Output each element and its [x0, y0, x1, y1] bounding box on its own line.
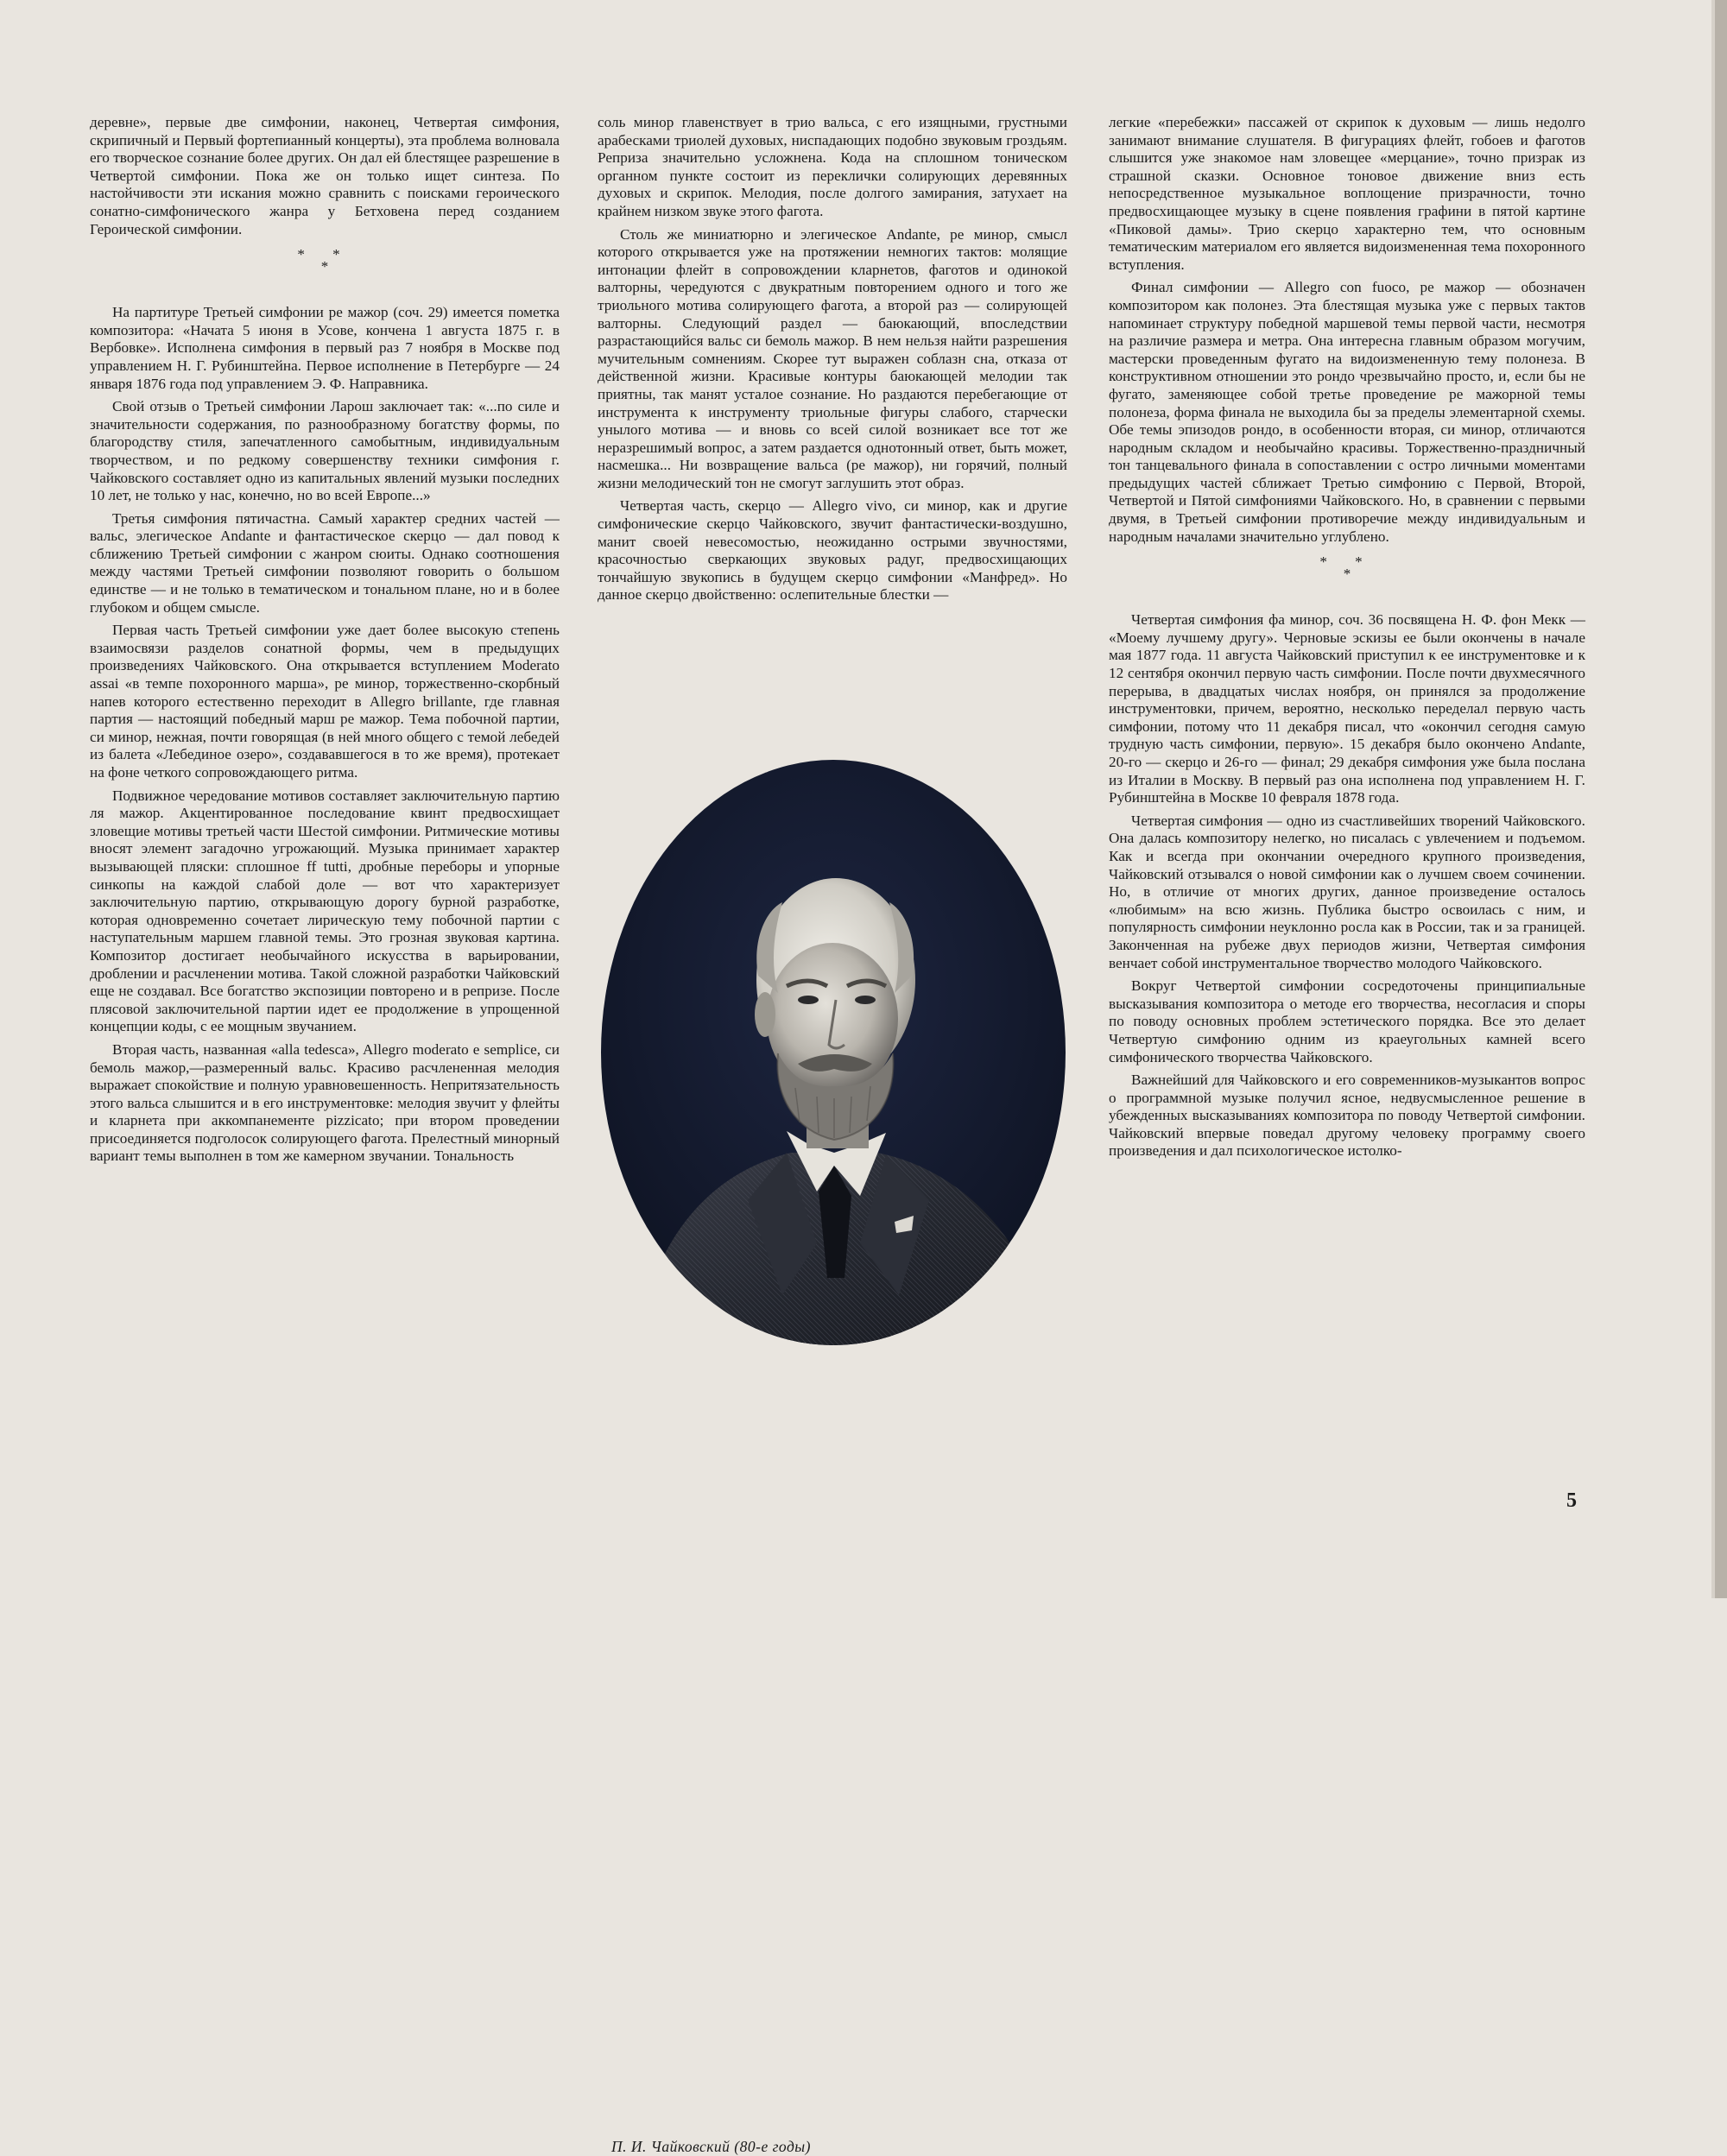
page-number: 5	[1566, 1489, 1577, 1512]
separator-stars-bottom: *	[1343, 566, 1351, 583]
paragraph: Третья симфония пятичастна. Самый характер средних частей — вальс, элегическое Andante и фантастическое скерцо — дал повод к сближению Третьей симфонии с жанром сюиты. Однако соотношения между частями Третьей симфонии позволяют говорить о большом единстве — и не только в тематическом и тональном плане, но и в более глубоком и общем смысле.	[90, 509, 560, 616]
text-column-right	[1109, 114, 1585, 1166]
paragraph: Важнейший для Чайковского и его современников-музыкантов вопрос о программной музыке получил ясное, недвусмысленное решение в убежденных высказываниях композитора по поводу Четвертой симфонии. Чайковский впервые поведал другому человеку программу своего произведения и дал психологическое истолко-	[1109, 1072, 1585, 1160]
paragraph: Вокруг Четвертой симфонии сосредоточены принципиальные высказывания композитора о методе его творчества, несогласия и споры по поводу основных проблем эстетического порядка. Все это делает Четвертую симфонию одним из краеугольных камней всего симфонического творчества Чайковского.	[1109, 977, 1585, 1065]
text-column-middle	[598, 114, 1067, 610]
paragraph: деревне», первые две симфонии, наконец, Четвертая симфония, скрипичный и Первый фортепианный концерты), эта проблема волновала его творческое сознание более других. Он дал ей блестящее разрешение в Четвертой симфонии. Пока же он только ищет синтеза. По настойчивости эти искания можно сравнить с поисками героического сонатно-симфонического жанра у Бетховена перед созданием Героической симфонии.	[90, 114, 560, 237]
paragraph: Четвертая симфония фа минор, соч. 36 посвящена Н. Ф. фон Мекк — «Моему лучшему другу». Черновые эскизы ее были окончены в начале мая 1877 года. 11 августа Чайковский приступил к ее инструментовке и к 12 сентября окончил первую часть симфонии. После почти двухмесячного перерыва, в двадцатых числах ноября, он принялся за продолжение инструментовки, причем, вероятно, несколько переделал первую часть симфонии, потому что 11 декабря писал, что «окончил сегодня самую трудную часть симфонии, первую». 15 декабря было окончено Andante, 20-го — скерцо и 26-го — финал; 29 декабря симфония уже была послана из Италии в Москву. В первый раз она исполнена под управлением Н. Г. Рубинштейна в Москве 10 февраля 1878 года.	[1109, 611, 1585, 806]
paragraph: На партитуре Третьей симфонии ре мажор (соч. 29) имеется пометка композитора: «Начата 5 июня в Усове, кончена 1 августа 1875 г. в Вербовке». Исполнена симфония в первый раз 7 ноября в Москве под управлением Н. Г. Рубинштейна. Первое исполнение в Петербурге — 24 января 1876 года под управлением Э. Ф. Направника.	[90, 304, 560, 392]
paragraph: Вторая часть, названная «alla tedesca», Allegro moderato e semplice, си бемоль мажор,—размеренный вальс. Красиво расчлененная мелодия выражает спокойствие и полную уравновешенность. Непритязательность этого вальса слышится и в его инструментовке: мелодия звучит у флейты и кларнета при аккомпанементе pizzicato; при втором проведении присоединяется подголосок солирующего фагота. Прелестный минорный вариант темы выполнен в том же камерном звучании. Тональность	[90, 1040, 560, 1165]
separator-stars-bottom: *	[320, 258, 329, 275]
paragraph: Подвижное чередование мотивов составляет заключительную партию ля мажор. Акцентированное последование квинт предвосхищает зловещие мотивы третьей части Шестой симфонии. Ритмические мотивы вносят элемент загадочно угрожающий. Музыка принимает характер вызывающей пляски: сплошное ff tutti, дробные переборы и упорные синкопы на каждой слабой доле — вот что характеризует заключительную партию, открывающую дорогу бурной разработке, которая одновременно сочетает лирическую тему побочной партии с наступательным маршем главной темы. Это грозная звуковая картина. Композитор достигает необычайного искусства в варьировании, дроблении и расчленении мотива. Такой сложной разработки Чайковский еще не создавал. Все богатство экспозиции повторено и в репризе. После плясовой заключительной партии идет ее продолжение в упрощенной концепции коды, с ее мощным звучанием.	[90, 787, 560, 1035]
paragraph: легкие «перебежки» пассажей от скрипок к духовым — лишь недолго занимают внимание слушателя. В фигурациях флейт, гобоев и фаготов слышится уже знакомое нам зловещее «мерцание», точно призрак из страшной сказки. Основное тоновое движение вниз есть непосредственное музыкальное воплощение призрачности, точно предвосхищающее музыку в сцене появления графини в пятой картине «Пиковой дамы». Трио скерцо характерно тем, что основным тематическим материалом его является видоизмененная тема похоронного вступления.	[1109, 114, 1585, 273]
portrait-photo	[601, 760, 1066, 1345]
portrait-figure	[598, 760, 1067, 2155]
paragraph: соль минор главенствует в трио вальса, с его изящными, грустными арабесками триолей духовых, ниспадающих подобно звуковым гроздьям. Реприза значительно усложнена. Кода на сплошном тоническом органном пункте состоит из переклички солирующих деревянных духовых и скрипок. Мелодия, после долгого замирания, затухает на крайнем низком звуке этого фагота.	[598, 114, 1067, 219]
paragraph: Четвертая симфония — одно из счастливейших творений Чайковского. Она далась композитору нелегко, но писалась с увлечением и подъемом. Как и всегда при окончании очередного крупного произведения, Чайковский отзывался о новой симфонии как о лучшем своем сочинении. Но, в отличие от многих других, данное произведение осталось «любимым» на всю жизнь. Публика быстро освоилась с ним, и популярность симфонии неуклонно росла как в России, так и за границей. Законченная на рубеже двух периодов жизни, Четвертая симфония венчает собой инструментальное творчество молодого Чайковского.	[1109, 812, 1585, 971]
text-column-left	[90, 114, 560, 1171]
paragraph: Первая часть Третьей симфонии уже дает более высокую степень взаимосвязи разделов сонатной формы, чем в предыдущих произведениях Чайковского. Она открывается вступлением Moderato assai «в темпе похоронного марша», ре минор, торжественно-скорбный напев которого естественно переходит в Allegro brillante, где главная партия — настоящий победный марш ре мажор. Тема побочной партии, си минор, нежная, почти говорящая (в ней много общего с темой лебедей из балета «Лебединое озеро», создававшегося в то же время), протекает на фоне четкого сопровождающего ритма.	[90, 622, 560, 781]
page-edge-shadow	[1715, 0, 1727, 1598]
paragraph: Четвертая часть, скерцо — Allegro vivo, си минор, как и другие симфонические скерцо Чайковского, звучит фантастически-воздушно, манит своей невесомостью, неожиданно острыми звучностями, красочностью сверкающих звуковых радуг, предвосхищающих тончайшую звукопись в будущем скерцо симфонии «Манфред». Но данное скерцо двойственно: ослепительные блестки —	[598, 497, 1067, 604]
separator-stars-top: * *	[297, 246, 352, 263]
section-separator	[1109, 553, 1585, 583]
paragraph: Финал симфонии — Allegro con fuoco, ре мажор — обозначен композитором как полонез. Эта блестящая музыка уже с первых тактов напоминает структуру победной маршевой темы первой части, несмотря на различие размера и метра. Она интересна главным образом могучим, мастерски проведенным фугато на видоизмененную тему полонеза. В конструктивном отношении это рондо чрезвычайно просто, и, если бы не фугато, заменяющее собой третье проведение ре мажорной темы полонеза, форма финала не выходила бы за пределы элементарной схемы. Обе темы эпизодов рондо, в особенности вторая, си минор, отличаются народным складом и необычайно красивы. Торжественно-праздничный тон танцевального финала в сопоставлении с остро личными моментами предыдущих частей сближает Третью симфонию с Первой, Второй, Четвертой и Пятой симфониями Чайковского. Но, в сравнении с первыми двумя, в Третьей симфонии противоречие между индивидуальным и народным началами значительно углублено.	[1109, 279, 1585, 545]
section-separator	[90, 246, 560, 275]
separator-stars-top: * *	[1319, 553, 1375, 571]
paragraph: Свой отзыв о Третьей симфонии Ларош заключает так: «...по силе и значительности содержания, по разнообразному богатству формы, по благородству стиля, запечатленного самобытным, индивидуальным творчеством, и по редкому совершенству техники симфония г. Чайковского составляет одно из капитальных явлений музыки последних 10 лет, не только у нас, конечно, но во всей Европе...»	[90, 398, 560, 504]
paragraph: Столь же миниатюрно и элегическое Andante, ре минор, смысл которого открывается уже на протяжении немногих тактов: молящие интонации флейт в сопровождении кларнетов, фаготов и одинокой валторны, чередуются с двукратным повторением одного и того же триольного мотива солирующего фагота, а второй раз — солирующей валторны. Следующий раздел — баюкающий, впоследствии разрастающийся вальс си бемоль мажор. В нем нельзя найти разрешения мучительным сомнениям. Скорее тут выражен соблазн сна, отказа от действенной жизни. Красивые контуры баюкающей мелодии так приятны, так манят усталое сознание. Но раздаются перебегающие от инструмента к инструменту триольные фигуры слабого, старчески унылого мотива — и вновь со всей силой возникает все тот же неразрешимый вопрос, а затем раздается однотонный ответ, быть может, насмешка... Ни возвращение вальса (ре мажор), ни горячий, полный жизни мелодический тон не смогут заглушить этот образ.	[598, 225, 1067, 491]
portrait-caption: П. И. Чайковский (80-е годы)	[611, 2138, 811, 2155]
